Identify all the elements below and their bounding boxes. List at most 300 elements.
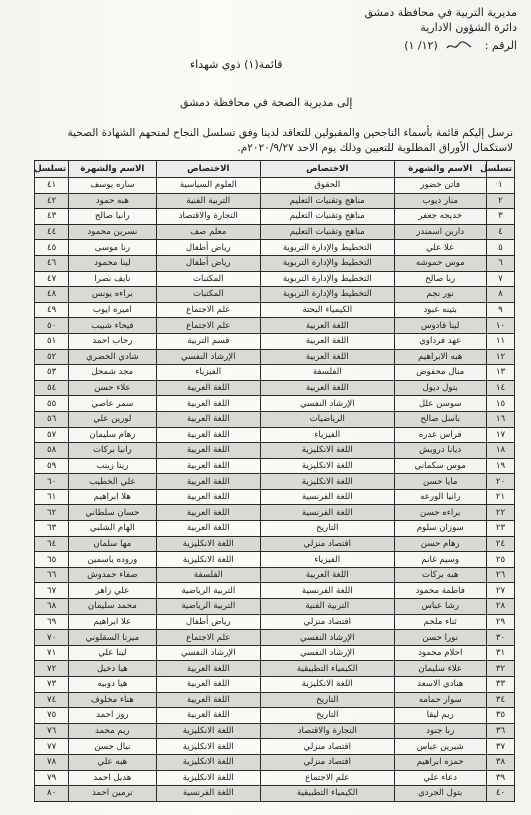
cell-spec: اللغة العربية	[156, 474, 260, 490]
cell-name: هيا دوبيه	[69, 677, 156, 693]
cell-seq: ٧٨	[35, 754, 69, 770]
cell-seq: ١٢	[486, 349, 514, 365]
cell-spec: اللغة الانكليزية	[156, 552, 260, 568]
cell-name: هديل احمد	[69, 770, 156, 786]
cell-seq: ٥٠	[35, 318, 69, 334]
table-row	[261, 567, 515, 583]
cell-name: علي زاهر	[69, 583, 156, 599]
addressee: إلى مديرية الصحة في محافظة دمشق	[180, 96, 353, 109]
cell-spec: اللغة العربية	[156, 458, 260, 474]
cell-name: لينا علي	[69, 645, 156, 661]
cell-seq: ٢٢	[486, 505, 514, 521]
table-row	[35, 583, 261, 599]
cell-seq: ٦	[486, 255, 514, 271]
cell-name: سوار حمامه	[394, 692, 486, 708]
cell-name: فيحاء شبيب	[69, 318, 156, 334]
cell-spec: اللغة العربية	[156, 443, 260, 459]
table-row	[35, 661, 261, 677]
table-row	[261, 209, 515, 225]
table-row	[261, 240, 515, 256]
candidates-table-right	[260, 160, 515, 802]
cell-name: مجد شمحل	[69, 365, 156, 381]
table-row	[35, 380, 261, 396]
cell-seq: ٤٥	[35, 240, 69, 256]
cell-spec: اللغة العربية	[156, 427, 260, 443]
table-row	[35, 365, 261, 381]
cell-name: روز احمد	[69, 708, 156, 724]
cell-spec: التجارة والاقتصاد	[156, 209, 260, 225]
cell-name: ربا جنود	[394, 723, 486, 739]
cell-seq: ١٤	[486, 380, 514, 396]
cell-seq: ٣١	[486, 645, 514, 661]
cell-spec: الرياضيات	[261, 411, 395, 427]
cell-seq: ٤٣	[35, 209, 69, 225]
table-row	[261, 505, 515, 521]
cell-name: هلا ابراهيم	[69, 489, 156, 505]
cell-spec: الفلسفة	[156, 567, 260, 583]
cell-name: علاء سليمان	[394, 661, 486, 677]
cell-spec: الحقوق	[261, 178, 395, 194]
table-row	[35, 193, 261, 209]
cell-spec: اقتصاد منزلي	[261, 536, 395, 552]
cell-seq: ٣٤	[486, 692, 514, 708]
cell-seq: ٨٠	[35, 786, 69, 802]
cell-seq: ٤٦	[35, 255, 69, 271]
table-row	[261, 786, 515, 802]
cell-name: ديانا درويش	[394, 443, 486, 459]
cell-name: هبه بركات	[394, 567, 486, 583]
cell-spec: الإرشاد النفسي	[261, 630, 395, 646]
cell-spec: التاريخ	[261, 708, 395, 724]
cell-name: بتول ديول	[394, 380, 486, 396]
cell-name: وسيم غانم	[394, 552, 486, 568]
table-row	[261, 692, 515, 708]
cell-spec: الكيمياء التطبيقية	[261, 786, 395, 802]
cell-seq: ٥٧	[35, 427, 69, 443]
table-row	[35, 521, 261, 537]
cell-spec: اللغة العربية	[261, 349, 395, 365]
cell-spec: الإرشاد النفسي	[156, 645, 260, 661]
table-row	[261, 411, 515, 427]
cell-seq: ١١	[486, 333, 514, 349]
cell-name: داربن اسمندر	[394, 224, 486, 240]
signature-mark	[446, 40, 472, 52]
table-row	[35, 302, 261, 318]
cell-spec: الإرشاد النفسي	[261, 396, 395, 412]
table-row	[261, 178, 515, 194]
table-row	[35, 645, 261, 661]
cell-spec: اللغة الانكليزية	[261, 443, 395, 459]
cell-name: موس سكماني	[394, 458, 486, 474]
cell-spec: التربية الرياضية	[156, 599, 260, 615]
cell-spec: التخطيط والإدارة التربوية	[261, 240, 395, 256]
cell-spec: المكتبات	[156, 287, 260, 303]
cell-spec: اللغة العربية	[156, 505, 260, 521]
cell-seq: ٦٦	[35, 567, 69, 583]
header-name: الاسم والشهرة	[69, 161, 156, 178]
cell-seq: ٥٣	[35, 365, 69, 381]
table-row	[35, 396, 261, 412]
number-label: الرقم :	[484, 39, 517, 52]
table-row	[261, 552, 515, 568]
cell-seq: ٩	[486, 302, 514, 318]
cell-spec: التربية الفنية	[261, 599, 395, 615]
cell-seq: ١	[486, 178, 514, 194]
table-row	[35, 427, 261, 443]
table-row	[35, 489, 261, 505]
cell-name: لورين علي	[69, 411, 156, 427]
cell-name: شادي الخضري	[69, 349, 156, 365]
cell-seq: ٧٠	[35, 630, 69, 646]
cell-name: لينا محمود	[69, 255, 156, 271]
cell-name: احلام محمود	[394, 645, 486, 661]
table-row	[261, 474, 515, 490]
cell-seq: ١٩	[486, 458, 514, 474]
table-row	[35, 677, 261, 693]
cell-seq: ١٦	[486, 411, 514, 427]
cell-name: علي الخطيب	[69, 474, 156, 490]
cell-name: منال محفوض	[394, 365, 486, 381]
cell-name: هبه حمود	[69, 193, 156, 209]
cell-seq: ١٣	[486, 365, 514, 381]
cell-name: بتول الجردي	[394, 786, 486, 802]
table-row	[35, 349, 261, 365]
cell-spec: قسم التربية	[156, 333, 260, 349]
table-row	[261, 271, 515, 287]
table-row	[261, 443, 515, 459]
cell-name: سوسن علل	[394, 396, 486, 412]
table-row	[261, 770, 515, 786]
cell-name: علا علي	[394, 240, 486, 256]
cell-name: ميرنا السقلوني	[69, 630, 156, 646]
cell-seq: ٣٥	[486, 708, 514, 724]
cell-spec: اللغة العربية	[156, 708, 260, 724]
cell-spec: اللغة الفرنسية	[261, 583, 395, 599]
table-row	[35, 333, 261, 349]
cell-spec: اللغة الانكليزية	[261, 458, 395, 474]
table-row	[261, 677, 515, 693]
cell-seq: ٢٦	[486, 567, 514, 583]
table-row	[35, 255, 261, 271]
cell-name: نسرين محمود	[69, 224, 156, 240]
table-row	[261, 614, 515, 630]
table-row	[35, 770, 261, 786]
cell-name: رهام حسن	[394, 536, 486, 552]
cell-spec: اللغة العربية	[156, 380, 260, 396]
cell-name: علاء حسن	[69, 380, 156, 396]
cell-name: نورا حسن	[394, 630, 486, 646]
cell-seq: ٧	[486, 271, 514, 287]
cell-name: علا ابراهيم	[69, 614, 156, 630]
cell-name: رشا عباس	[394, 599, 486, 615]
table-row	[261, 287, 515, 303]
cell-seq: ٣٠	[486, 630, 514, 646]
cell-spec: مناهج وتقنيات التعليم	[261, 193, 395, 209]
cell-seq: ٢٥	[486, 552, 514, 568]
cell-seq: ٤٢	[35, 193, 69, 209]
cell-seq: ٣٦	[486, 723, 514, 739]
table-row	[35, 271, 261, 287]
cell-spec: التربية الفنية	[156, 193, 260, 209]
cell-name: وروده ياسمين	[69, 552, 156, 568]
table-row	[261, 630, 515, 646]
cell-name: رينا زينب	[69, 458, 156, 474]
cell-seq: ٤٨	[35, 287, 69, 303]
table-row	[261, 193, 515, 209]
cell-seq: ٢٩	[486, 614, 514, 630]
cell-name: رحاب احمد	[69, 333, 156, 349]
cell-seq: ٨	[486, 287, 514, 303]
table-row	[35, 287, 261, 303]
table-row	[261, 333, 515, 349]
table-row	[35, 240, 261, 256]
cell-spec: رياض أطفال	[156, 255, 260, 271]
table-row	[35, 474, 261, 490]
cell-spec: اللغة العربية	[156, 677, 260, 693]
number-value: (١٢/ ١)	[404, 39, 438, 52]
cell-name: هنادي الاسعد	[394, 677, 486, 693]
table-row	[261, 521, 515, 537]
cell-name: لينا قادوس	[394, 318, 486, 334]
cell-seq: ٤٧	[35, 271, 69, 287]
cell-name: حمزه ابراهيم	[394, 754, 486, 770]
cell-seq: ٣٩	[486, 770, 514, 786]
cell-seq: ٥٦	[35, 411, 69, 427]
cell-name: موس حموشه	[394, 255, 486, 271]
cell-name: ثناء ملحم	[394, 614, 486, 630]
table-row	[35, 178, 261, 194]
cell-spec: اللغة الفرنسية	[261, 505, 395, 521]
table-row	[261, 365, 515, 381]
table-row	[35, 209, 261, 225]
cell-name: هبه علي	[69, 754, 156, 770]
cell-seq: ٧٥	[35, 708, 69, 724]
cell-name: اميره ايوب	[69, 302, 156, 318]
cell-spec: اقتصاد منزلي	[261, 614, 395, 630]
table-row	[35, 739, 261, 755]
cell-seq: ٧٧	[35, 739, 69, 755]
cell-seq: ٤٩	[35, 302, 69, 318]
table-header-row	[261, 161, 515, 178]
cell-name: ساره يوسف	[69, 178, 156, 194]
cell-spec: اللغة الفرنسية	[261, 489, 395, 505]
table-row	[261, 458, 515, 474]
table-row	[35, 754, 261, 770]
cell-name: ريم ليقا	[394, 708, 486, 724]
cell-spec: المكتبات	[156, 271, 260, 287]
table-row	[35, 692, 261, 708]
cell-spec: اللغة الانكليزية	[156, 770, 260, 786]
cell-seq: ٥٥	[35, 396, 69, 412]
cell-spec: اللغة العربية	[156, 489, 260, 505]
candidates-table-left	[34, 160, 261, 802]
cell-spec: الإرشاد النفسي	[261, 645, 395, 661]
cell-spec: التخطيط والإدارة التربوية	[261, 255, 395, 271]
cell-name: عهد فرداوي	[394, 333, 486, 349]
cell-name: هناء مخلوف	[69, 692, 156, 708]
cell-seq: ٥	[486, 240, 514, 256]
cell-name: مايا حسن	[394, 474, 486, 490]
table-row	[261, 599, 515, 615]
header-spec: الاختصاص	[261, 161, 395, 178]
table-row	[261, 583, 515, 599]
directorate-title: مديرية التربية في محافظة دمشق	[364, 6, 517, 19]
cell-seq: ٧٤	[35, 692, 69, 708]
cell-spec: مناهج وتقنيات التعليم	[261, 209, 395, 225]
cell-name: ريم محمد	[69, 723, 156, 739]
cell-seq: ٦٧	[35, 583, 69, 599]
cell-name: هبه الابراهيم	[394, 349, 486, 365]
cell-seq: ٥٨	[35, 443, 69, 459]
table-row	[261, 318, 515, 334]
table-row	[261, 661, 515, 677]
cell-spec: اللغة العربية	[156, 692, 260, 708]
cell-seq: ٤	[486, 224, 514, 240]
table-row	[35, 505, 261, 521]
table-row	[261, 396, 515, 412]
table-row	[35, 536, 261, 552]
cell-name: سوزان سلوم	[394, 521, 486, 537]
table-row	[35, 318, 261, 334]
cell-seq: ١٥	[486, 396, 514, 412]
cell-name: محمد سليمان	[69, 599, 156, 615]
cell-name: باسل صالح	[394, 411, 486, 427]
cell-seq: ٥٩	[35, 458, 69, 474]
table-row	[35, 614, 261, 630]
cell-seq: ١٠	[486, 318, 514, 334]
cell-spec: اقتصاد منزلي	[261, 754, 395, 770]
header-name: الاسم والشهرة	[394, 161, 486, 178]
cell-seq: ٦١	[35, 489, 69, 505]
header-seq: تسلسل	[35, 161, 69, 178]
cell-spec: اللغة العربية	[156, 396, 260, 412]
cell-spec: مناهج وتقنيات التعليم	[261, 224, 395, 240]
cell-seq: ٦٠	[35, 474, 69, 490]
cell-spec: اللغة الانكليزية	[156, 739, 260, 755]
cell-name: دعاء علي	[394, 770, 486, 786]
cell-spec: اللغة الانكليزية	[156, 754, 260, 770]
table-row	[35, 224, 261, 240]
cell-name: سمر عاصي	[69, 396, 156, 412]
cell-spec: علم الاجتماع	[156, 302, 260, 318]
cell-seq: ٣	[486, 209, 514, 225]
cell-spec: الفلسفة	[261, 365, 395, 381]
cell-name: خديجه جعفر	[394, 209, 486, 225]
cell-spec: اللغة الفرنسية	[156, 786, 260, 802]
table-row	[261, 489, 515, 505]
cell-spec: التاريخ	[261, 521, 395, 537]
cell-spec: اللغة الانكليزية	[261, 677, 395, 693]
cell-seq: ٣٨	[486, 754, 514, 770]
cell-spec: رياض أطفال	[156, 614, 260, 630]
cell-spec: التخطيط والإدارة التربوية	[261, 271, 395, 287]
list-title: قائمة(١) ذوي شهداء	[190, 58, 283, 71]
cell-name: صفاء حمدوش	[69, 567, 156, 583]
table-row	[35, 723, 261, 739]
cell-spec: علم الاجتماع	[156, 630, 260, 646]
cell-name: الهام الشلبي	[69, 521, 156, 537]
table-row	[261, 536, 515, 552]
cell-name: رانيا صالح	[69, 209, 156, 225]
cell-name: ربا صالح	[394, 271, 486, 287]
table-row	[261, 380, 515, 396]
cell-spec: اللغة العربية	[261, 380, 395, 396]
cell-spec: معلم صف	[156, 224, 260, 240]
cell-spec: الفيزياء	[261, 552, 395, 568]
cell-spec: التخطيط والإدارة التربوية	[261, 287, 395, 303]
cell-spec: الكيمياء البحتة	[261, 302, 395, 318]
table-row	[35, 786, 261, 802]
cell-spec: الإرشاد النفسي	[156, 349, 260, 365]
cell-seq: ٤٤	[35, 224, 69, 240]
cell-seq: ٧٦	[35, 723, 69, 739]
cell-spec: اللغة العربية	[156, 411, 260, 427]
cell-seq: ٣٣	[486, 677, 514, 693]
cell-seq: ٧٢	[35, 661, 69, 677]
cell-name: هيا دخيل	[69, 661, 156, 677]
cell-name: فاتن خضور	[394, 178, 486, 194]
cell-spec: الفيزياء	[261, 427, 395, 443]
cell-seq: ٢٣	[486, 521, 514, 537]
cell-name: نرمين احمد	[69, 786, 156, 802]
table-row	[261, 723, 515, 739]
cell-seq: ٥٢	[35, 349, 69, 365]
table-row	[35, 708, 261, 724]
table-row	[261, 349, 515, 365]
cell-name: نيال حسن	[69, 739, 156, 755]
cell-seq: ٧٩	[35, 770, 69, 786]
header-spec: الاختصاص	[156, 161, 260, 178]
table-row	[261, 427, 515, 443]
cell-seq: ٢١	[486, 489, 514, 505]
header-seq: تسلسل	[486, 161, 514, 178]
table-row	[35, 630, 261, 646]
cell-name: فراس عدره	[394, 427, 486, 443]
cell-name: براءه حسن	[394, 505, 486, 521]
cell-seq: ٢	[486, 193, 514, 209]
cell-seq: ٤٠	[486, 786, 514, 802]
cell-name: نور نجم	[394, 287, 486, 303]
table-row	[261, 255, 515, 271]
cell-name: حسان سلطاني	[69, 505, 156, 521]
cell-name: رانيا بركات	[69, 443, 156, 459]
cell-spec: اللغة العربية	[261, 318, 395, 334]
cell-name: فاطمة محمود	[394, 583, 486, 599]
cell-spec: علم الاجتماع	[261, 770, 395, 786]
body-line-2: لاستكمال الأوراق المطلوبة للتعيين وذلك يوم الاحد ٢٠٢٠/٩/٢٧م.	[237, 142, 513, 154]
table-row	[261, 224, 515, 240]
cell-spec: اللغة الانكليزية	[261, 474, 395, 490]
cell-spec: اللغة العربية	[261, 333, 395, 349]
table-row	[35, 599, 261, 615]
cell-spec: العلوم السياسية	[156, 178, 260, 194]
cell-spec: اللغة العربية	[261, 567, 395, 583]
cell-spec: اللغة العربية	[156, 661, 260, 677]
cell-name: بثينه عبود	[394, 302, 486, 318]
cell-name: مها سلمان	[69, 536, 156, 552]
cell-seq: ٧١	[35, 645, 69, 661]
cell-spec: اللغة العربية	[156, 521, 260, 537]
table-row	[261, 302, 515, 318]
table-row	[261, 708, 515, 724]
cell-spec: الكيمياء التطبيقية	[261, 661, 395, 677]
cell-spec: التاريخ	[261, 692, 395, 708]
cell-spec: التجارة والاقتصاد	[261, 723, 395, 739]
table-row	[35, 567, 261, 583]
cell-name: براءه يونس	[69, 287, 156, 303]
cell-seq: ٣٢	[486, 661, 514, 677]
cell-seq: ٧٣	[35, 677, 69, 693]
